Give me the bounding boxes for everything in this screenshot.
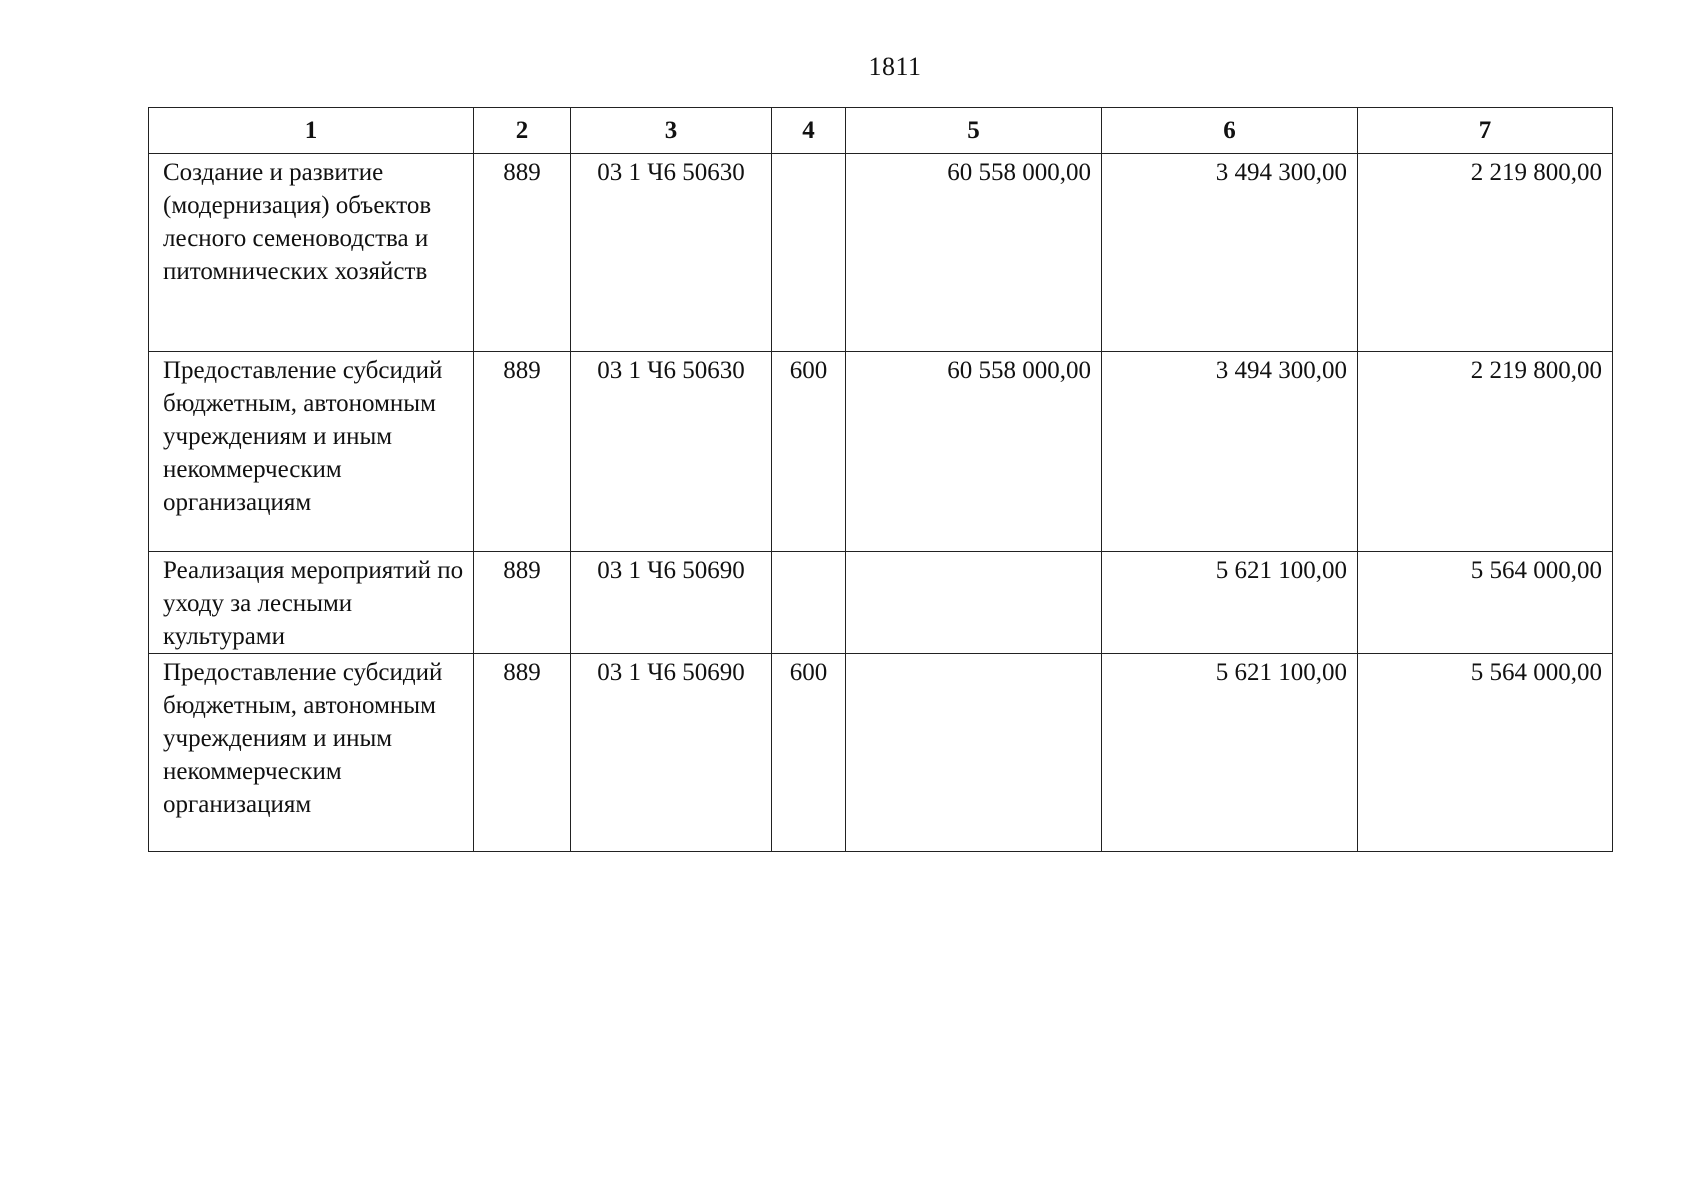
row-col6-cell: 5 621 100,00 xyxy=(1102,654,1358,852)
row-col5-cell: 60 558 000,00 xyxy=(846,154,1102,352)
header-col-6: 6 xyxy=(1102,108,1358,154)
header-col-3: 3 xyxy=(571,108,772,154)
row-col2-cell: 889 xyxy=(474,654,571,852)
row-col7-cell: 2 219 800,00 xyxy=(1358,352,1613,552)
row-col2-cell: 889 xyxy=(474,552,571,654)
row-col2-cell: 889 xyxy=(474,352,571,552)
row-col6-cell: 5 621 100,00 xyxy=(1102,552,1358,654)
row-col7-cell: 5 564 000,00 xyxy=(1358,552,1613,654)
table-row xyxy=(149,154,1613,352)
row-name-cell: Реализация мероприятий по уходу за лесными культурами xyxy=(149,552,474,654)
row-col4-cell xyxy=(772,552,846,654)
row-col3-cell: 03 1 Ч6 50630 xyxy=(571,154,772,352)
row-col3-cell: 03 1 Ч6 50690 xyxy=(571,654,772,852)
row-col2-cell: 889 xyxy=(474,154,571,352)
row-col5-cell: 60 558 000,00 xyxy=(846,352,1102,552)
row-col4-cell: 600 xyxy=(772,352,846,552)
table-row xyxy=(149,654,1613,852)
table-row xyxy=(149,552,1613,654)
row-col5-cell xyxy=(846,552,1102,654)
header-col-7: 7 xyxy=(1358,108,1613,154)
header-col-4: 4 xyxy=(772,108,846,154)
row-name-cell: Создание и развитие (модернизация) объектов лесного семеноводства и питомнических хозяйств xyxy=(149,154,474,352)
header-col-2: 2 xyxy=(474,108,571,154)
page-number: 1811 xyxy=(868,52,922,81)
header-col-5: 5 xyxy=(846,108,1102,154)
row-col7-cell: 5 564 000,00 xyxy=(1358,654,1613,852)
row-col4-cell xyxy=(772,154,846,352)
row-col3-cell: 03 1 Ч6 50630 xyxy=(571,352,772,552)
table-body xyxy=(149,154,1613,852)
row-col3-cell: 03 1 Ч6 50690 xyxy=(571,552,772,654)
row-name-cell: Предоставление субсидий бюджетным, автономным учреждениям и иным некоммерческим организациям xyxy=(149,352,474,552)
row-col7-cell: 2 219 800,00 xyxy=(1358,154,1613,352)
row-col6-cell: 3 494 300,00 xyxy=(1102,352,1358,552)
table-row xyxy=(149,352,1613,552)
table-header xyxy=(149,108,1613,154)
row-col4-cell: 600 xyxy=(772,654,846,852)
row-name-cell: Предоставление субсидий бюджетным, автономным учреждениям и иным некоммерческим организациям xyxy=(149,654,474,852)
budget-table xyxy=(148,107,1613,852)
header-row xyxy=(149,108,1613,154)
row-col5-cell xyxy=(846,654,1102,852)
row-col6-cell: 3 494 300,00 xyxy=(1102,154,1358,352)
header-col-1: 1 xyxy=(149,108,474,154)
